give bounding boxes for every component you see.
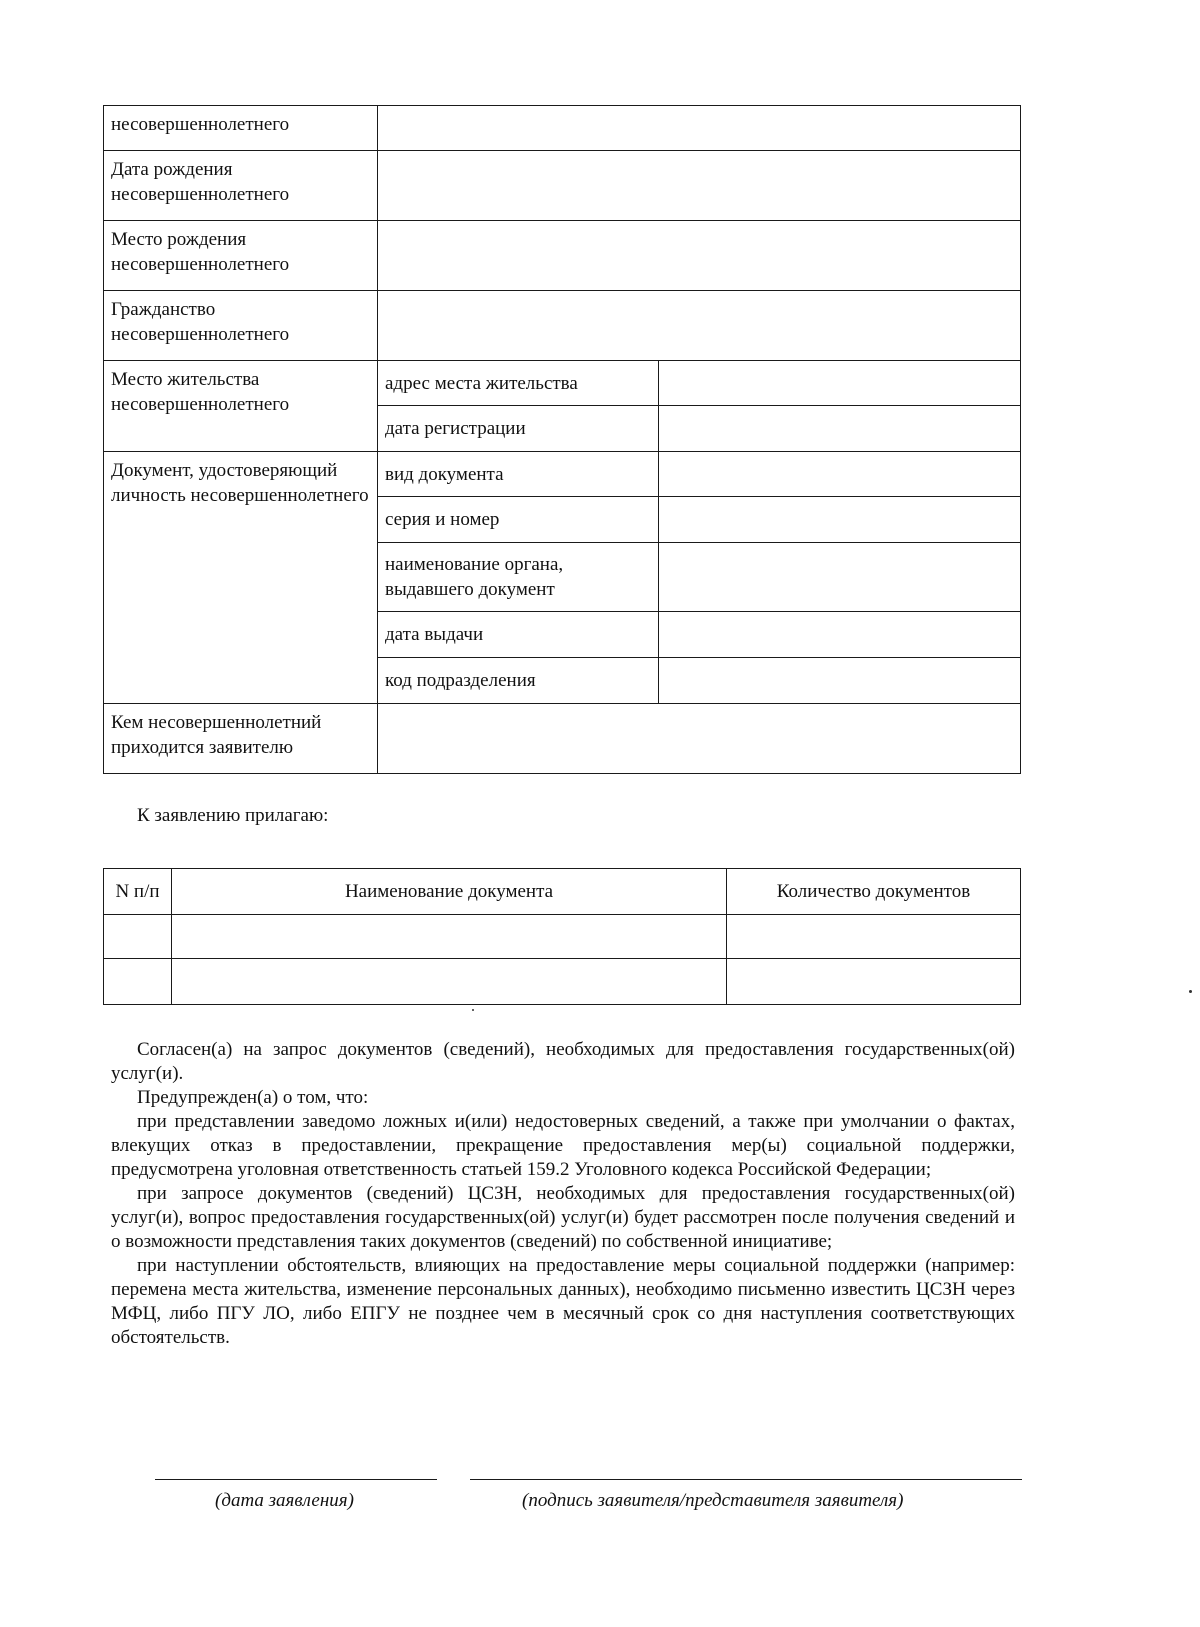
table-row	[104, 221, 1021, 291]
row-label: Место жительства несовершеннолетнего	[104, 361, 378, 452]
document-count-cell[interactable]	[727, 959, 1021, 1005]
signature-caption: (подпись заявителя/представителя заявителя)	[522, 1490, 904, 1511]
row-label: Кем несовершеннолетний приходится заявителю	[104, 704, 378, 774]
table-row	[104, 959, 1021, 1005]
value-cell[interactable]	[659, 406, 1021, 452]
date-signature-line	[155, 1479, 437, 1480]
column-header-document-count: Количество документов	[727, 869, 1021, 915]
row-label: Гражданство несовершеннолетнего	[104, 291, 378, 361]
table-row	[104, 151, 1021, 221]
value-cell[interactable]	[378, 221, 1021, 291]
sub-label: адрес места жительства	[378, 361, 659, 406]
applicant-signature-line	[470, 1479, 1022, 1480]
scan-speck	[472, 1009, 474, 1011]
table-row	[104, 915, 1021, 959]
table-row	[104, 106, 1021, 151]
number-cell[interactable]	[104, 915, 172, 959]
table-row	[104, 704, 1021, 774]
value-cell[interactable]	[659, 543, 1021, 612]
scan-speck	[1189, 990, 1192, 993]
statement-block	[111, 1038, 1015, 1350]
minor-info-table	[103, 105, 1021, 774]
table-row	[104, 452, 1021, 497]
table-row	[104, 291, 1021, 361]
value-cell[interactable]	[378, 291, 1021, 361]
sub-label: дата регистрации	[378, 406, 659, 452]
row-label: Документ, удостоверяющий личность несовершеннолетнего	[104, 452, 378, 704]
attachments-table	[103, 868, 1021, 1005]
row-label: несовершеннолетнего	[104, 106, 378, 151]
consent-paragraph: Согласен(а) на запрос документов (сведений), необходимых для предоставления государственных(ой) услуг(и).	[111, 1039, 1015, 1084]
value-cell[interactable]	[659, 612, 1021, 658]
sub-label: вид документа	[378, 452, 659, 497]
document-name-cell[interactable]	[172, 959, 727, 1005]
sub-label: дата выдачи	[378, 612, 659, 658]
value-cell[interactable]	[659, 452, 1021, 497]
attachments-title: К заявлению прилагаю:	[137, 805, 329, 826]
value-cell[interactable]	[659, 658, 1021, 704]
value-cell[interactable]	[378, 704, 1021, 774]
warning-paragraph: при наступлении обстоятельств, влияющих на предоставление меры социальной поддержки (например: перемена места жительства, изменение персональных данных), необходимо письменно известить ЦСЗН через МФЦ, либо ПГУ ЛО, либо ЕПГУ не позднее чем в месячный срок со дня наступления соответствующих обстоятельств.	[111, 1255, 1015, 1348]
number-cell[interactable]	[104, 959, 172, 1005]
date-caption: (дата заявления)	[215, 1490, 354, 1511]
warning-paragraph: при представлении заведомо ложных и(или) недостоверных сведений, а также при умолчании о фактах, влекущих отказ в предоставлении, прекращение предоставления мер(ы) социальной поддержки, предусмотрена уголовная ответственность статьей 159.2 Уголовного кодекса Российской Федерации;	[111, 1111, 1015, 1180]
document-name-cell[interactable]	[172, 915, 727, 959]
row-label: Место рождения несовершеннолетнего	[104, 221, 378, 291]
value-cell[interactable]	[378, 106, 1021, 151]
value-cell[interactable]	[378, 151, 1021, 221]
table-row	[104, 361, 1021, 406]
warning-intro: Предупрежден(а) о том, что:	[137, 1087, 369, 1108]
column-header-document-name: Наименование документа	[172, 869, 727, 915]
sub-label: наименование органа, выдавшего документ	[378, 543, 659, 612]
value-cell[interactable]	[659, 497, 1021, 543]
warning-paragraph: при запросе документов (сведений) ЦСЗН, необходимых для предоставления государственных(ой) услуг(и), вопрос предоставления государственных(ой) услуг(и) будет рассмотрен после получения сведений и о возможности представления таких документов (сведений) по собственной инициативе;	[111, 1183, 1015, 1252]
document-count-cell[interactable]	[727, 915, 1021, 959]
sub-label: код подразделения	[378, 658, 659, 704]
sub-label: серия и номер	[378, 497, 659, 543]
row-label: Дата рождения несовершеннолетнего	[104, 151, 378, 221]
value-cell[interactable]	[659, 361, 1021, 406]
column-header-number: N п/п	[104, 869, 172, 915]
table-header-row	[104, 869, 1021, 915]
